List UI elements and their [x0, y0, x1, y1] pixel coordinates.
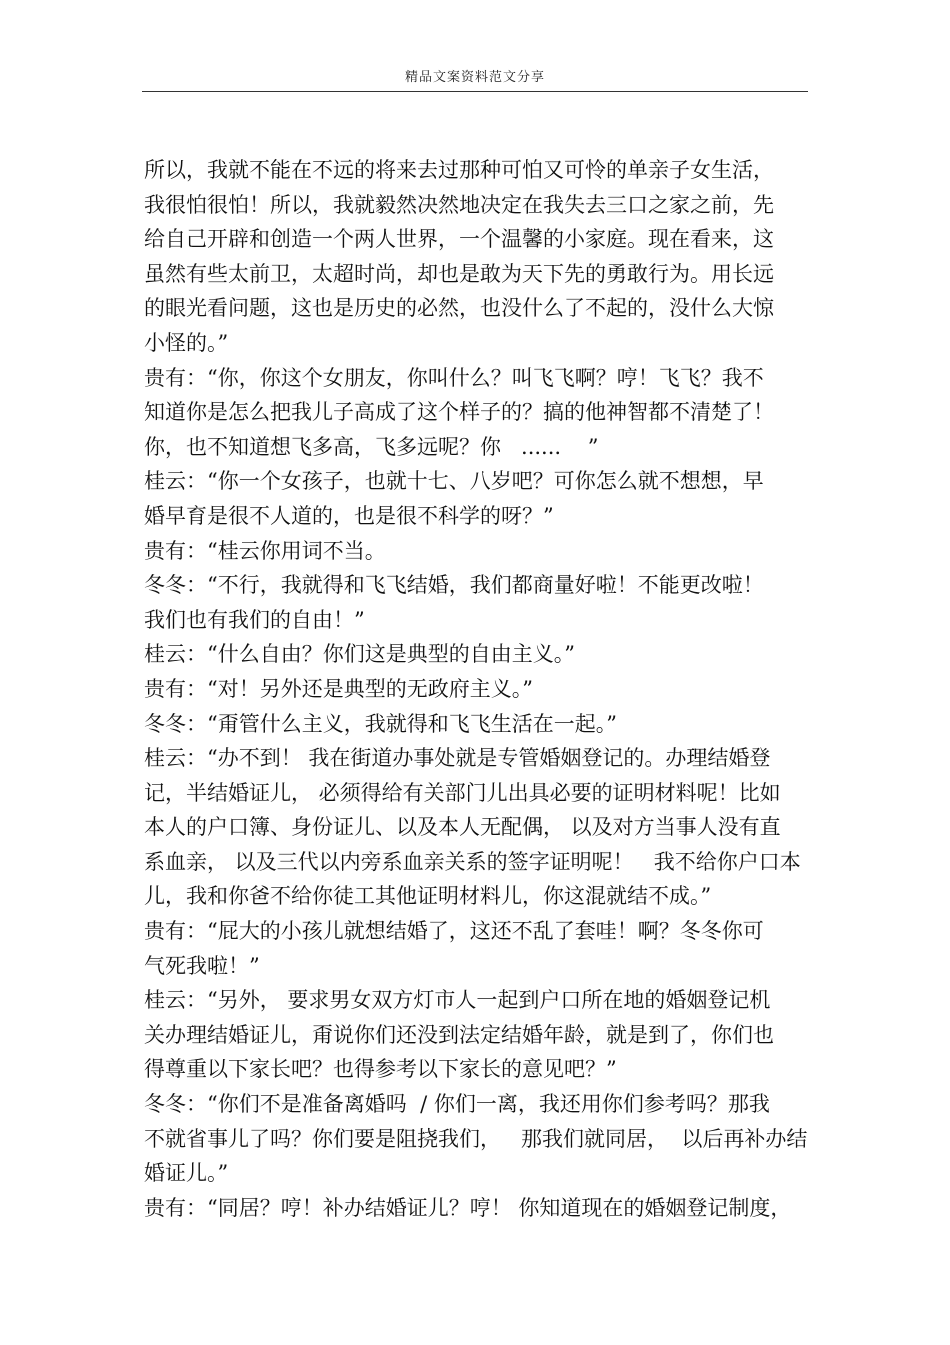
text-line: 你，也不知道想飞多高，飞多远呢？你 ...... ” — [144, 434, 599, 459]
text-line: 贵有：“同居？哼！补办结婚证儿？哼！ 你知道现在的婚姻登记制度， — [144, 1195, 792, 1220]
text-line: 贵有：“屁大的小孩儿就想结婚了，这还不乱了套哇！啊？冬冬你可 — [144, 919, 764, 944]
text-line: 贵有：“你，你这个女朋友，你叫什么？叫飞飞啊？哼！飞飞？我不 — [144, 365, 764, 390]
text-line: 我很怕很怕！所以，我就毅然决然地决定在我失去三口之家之前，先 — [144, 192, 774, 217]
text-line: 气死我啦！” — [144, 953, 260, 978]
text-line: 的眼光看问题，这也是历史的必然，也没什么了不起的，没什么大惊 — [144, 296, 774, 321]
text-line: 系血亲， 以及三代以内旁系血亲关系的签字证明呢！ 我不给你户口本 — [144, 849, 801, 874]
text-line: 冬冬：“你们不是准备离婚吗 / 你们一离，我还用你们参考吗？那我 — [144, 1092, 770, 1117]
header-divider — [142, 91, 808, 92]
text-line: 不就省事儿了吗？你们要是阻挠我们， 那我们就同居， 以后再补办结 — [144, 1126, 808, 1151]
text-line: 所以，我就不能在不远的将来去过那种可怕又可怜的单亲子女生活， — [144, 158, 774, 182]
text-line: 贵有：“对！另外还是典型的无政府主义。” — [144, 676, 533, 701]
text-line: 桂云：“你一个女孩子，也就十七、八岁吧？可你怎么就不想想，早 — [144, 469, 764, 494]
text-line: 本人的户口簿、身份证儿、以及本人无配偶， 以及对方当事人没有直 — [144, 815, 781, 840]
text-line: 记，半结婚证儿， 必须得给有关部门儿出具必要的证明材料呢！比如 — [144, 780, 781, 805]
text-line: 桂云：“另外， 要求男女双方灯市人一起到户口所在地的婚姻登记机 — [144, 988, 771, 1013]
text-line: 婚证儿。” — [144, 1161, 229, 1186]
text-line: 关办理结婚证儿，甭说你们还没到法定结婚年龄，就是到了，你们也 — [144, 1022, 774, 1047]
document-body — [144, 153, 824, 1225]
text-line: 贵有：“桂云你用词不当。 — [144, 538, 386, 563]
text-line: 冬冬：“甭管什么主义，我就得和飞飞生活在一起。” — [144, 711, 617, 736]
text-line: 知道你是怎么把我儿子高成了这个样子的？搞的他神智都不清楚了！ — [144, 400, 774, 425]
text-line: 桂云：“什么自由？你们这是典型的自由主义。” — [144, 642, 575, 667]
text-line: 得尊重以下家长吧？也得参考以下家长的意见吧？” — [144, 1057, 617, 1082]
text-line: 虽然有些太前卫，太超时尚，却也是敢为天下先的勇敢行为。用长远 — [144, 261, 774, 286]
text-line: 婚早育是很不人道的，也是很不科学的呀？” — [144, 503, 554, 528]
text-line: 冬冬：“不行，我就得和飞飞结婚，我们都商量好啦！不能更改啦！ — [144, 573, 764, 598]
text-line: 小怪的。” — [144, 330, 229, 355]
page-header: 精品文案资料范文分享 — [404, 70, 545, 85]
text-line: 给自己开辟和创造一个两人世界，一个温馨的小家庭。现在看来，这 — [144, 227, 774, 252]
text-line: 我们也有我们的自由！” — [144, 607, 365, 632]
text-line: 桂云：“办不到！ 我在街道办事处就是专管婚姻登记的。办理结婚登 — [144, 746, 771, 771]
text-line: 儿，我和你爸不给你徒工其他证明材料儿，你这混就结不成。” — [144, 884, 712, 909]
